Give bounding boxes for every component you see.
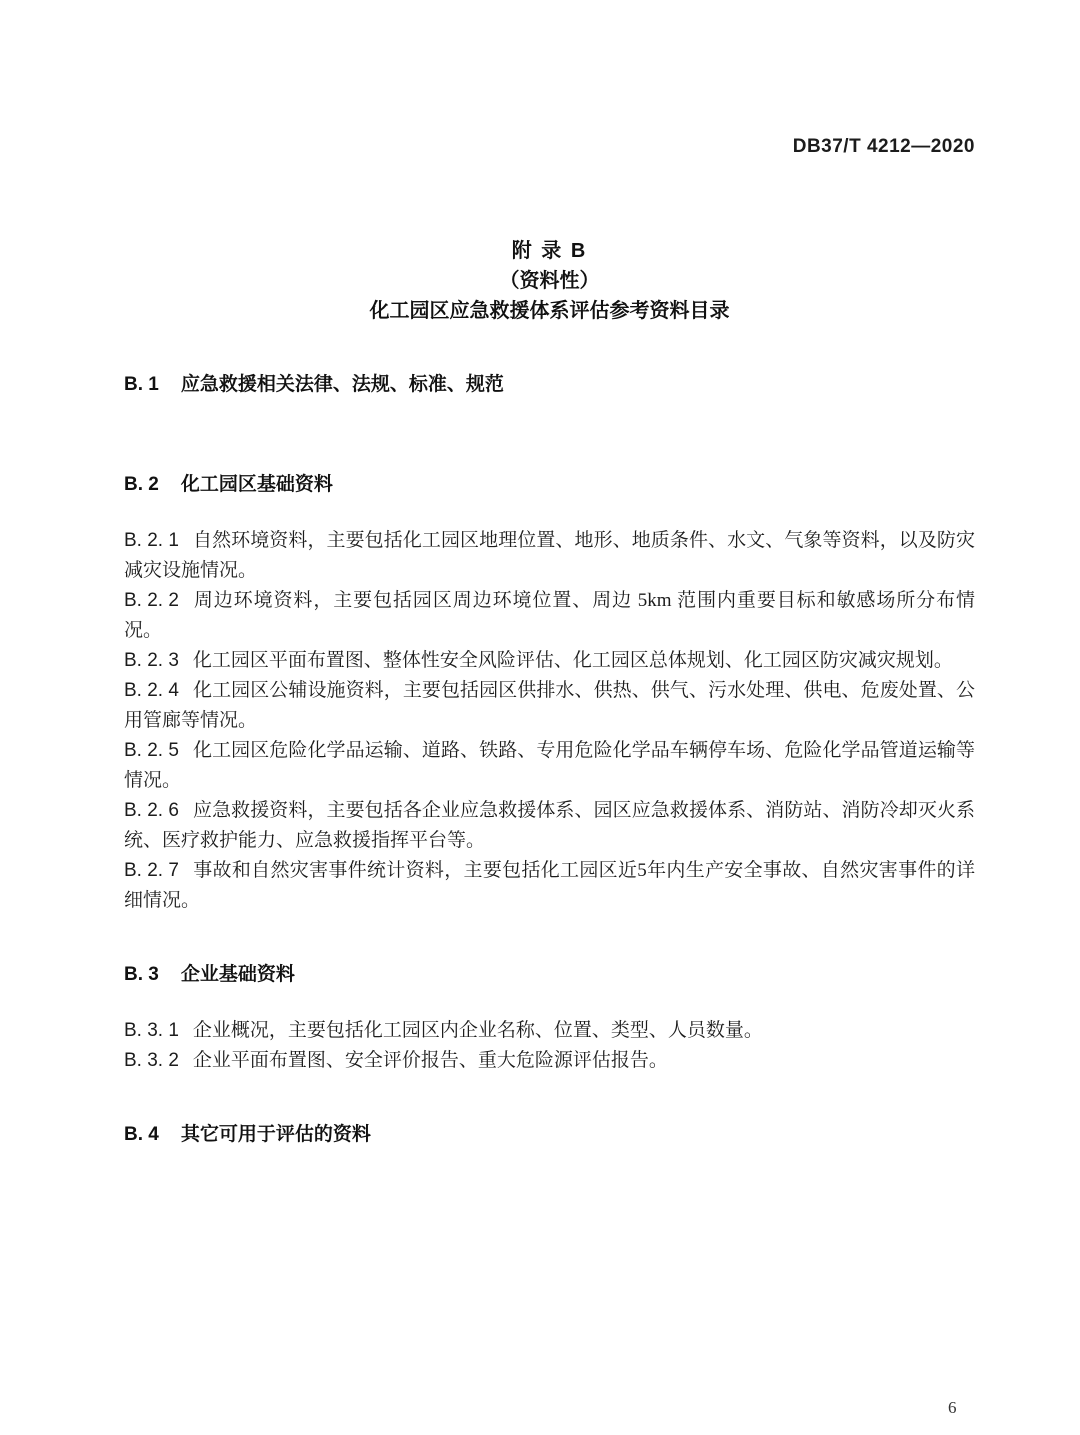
clause-number: B. 2. 1 (124, 530, 179, 551)
page-number: 6 (948, 1398, 957, 1417)
clause-b2-4 (124, 676, 975, 736)
clause-b2-5 (124, 736, 975, 796)
section-number: B. 4 (124, 1124, 159, 1145)
spacer (124, 916, 975, 934)
section-title: 应急救援相关法律、法规、标准、规范 (180, 374, 504, 395)
clause-b2-1 (124, 526, 975, 586)
clause-number: B. 2. 7 (124, 860, 179, 881)
appendix-type: （资料性） (499, 270, 600, 292)
clause-number: B. 2. 3 (124, 650, 179, 671)
spacer (124, 326, 975, 344)
section-title: 其它可用于评估的资料 (180, 1124, 371, 1145)
section-number: B. 3 (124, 964, 159, 985)
section-heading-b4 (124, 1120, 975, 1150)
section-heading-b1 (124, 370, 975, 400)
clause-b2-3 (124, 646, 975, 676)
clause-text: 企业概况，主要包括化工园区内企业名称、位置、类型、人员数量。 (192, 1020, 763, 1041)
clause-b3-1 (124, 1016, 975, 1046)
clause-b2-7 (124, 856, 975, 916)
clause-text: 事故和自然灾害事件统计资料，主要包括化工园区近5年内生产安全事故、自然灾害事件的详细情况。 (124, 860, 975, 911)
clause-number: B. 2. 6 (124, 800, 179, 821)
clause-number: B. 2. 2 (124, 590, 179, 611)
section-number: B. 2 (124, 474, 159, 495)
clause-b2-6 (124, 796, 975, 856)
clause-text: 化工园区危险化学品运输、道路、铁路、专用危险化学品车辆停车场、危险化学品管道运输等情况。 (124, 740, 975, 791)
appendix-label: 附 录 B (511, 240, 588, 262)
document-content (0, 136, 1080, 1150)
clause-text: 自然环境资料，主要包括化工园区地理位置、地形、地质条件、水文、气象等资料，以及防灾减灾设施情况。 (124, 530, 975, 581)
clause-b3-2 (124, 1046, 975, 1076)
clause-number: B. 3. 2 (124, 1050, 179, 1071)
section-title: 企业基础资料 (180, 964, 295, 985)
clause-text: 周边环境资料，主要包括园区周边环境位置、周边 5km 范围内重要目标和敏感场所分布情况。 (124, 590, 975, 641)
appendix-name: 化工园区应急救援体系评估参考资料目录 (369, 300, 730, 322)
clause-text: 化工园区平面布置图、整体性安全风险评估、化工园区总体规划、化工园区防灾减灾规划。 (192, 650, 953, 671)
clause-text: 企业平面布置图、安全评价报告、重大危险源评估报告。 (192, 1050, 668, 1071)
appendix-title-block (124, 236, 975, 326)
spacer (124, 1076, 975, 1094)
clause-number: B. 2. 4 (124, 680, 179, 701)
standard-number: DB37/T 4212—2020 (792, 136, 975, 157)
clause-b2-2 (124, 586, 975, 646)
spacer (124, 426, 975, 444)
clause-text: 应急救援资料，主要包括各企业应急救援体系、园区应急救援体系、消防站、消防冷却灭火系统、医疗救护能力、应急救援指挥平台等。 (124, 800, 975, 851)
clause-number: B. 2. 5 (124, 740, 179, 761)
clause-text: 化工园区公辅设施资料，主要包括园区供排水、供热、供气、污水处理、供电、危废处置、公用管廊等情况。 (124, 680, 975, 731)
section-title: 化工园区基础资料 (180, 474, 333, 495)
section-heading-b2 (124, 470, 975, 500)
clause-number: B. 3. 1 (124, 1020, 179, 1041)
section-number: B. 1 (124, 374, 159, 395)
section-heading-b3 (124, 960, 975, 990)
document-header (124, 136, 975, 158)
